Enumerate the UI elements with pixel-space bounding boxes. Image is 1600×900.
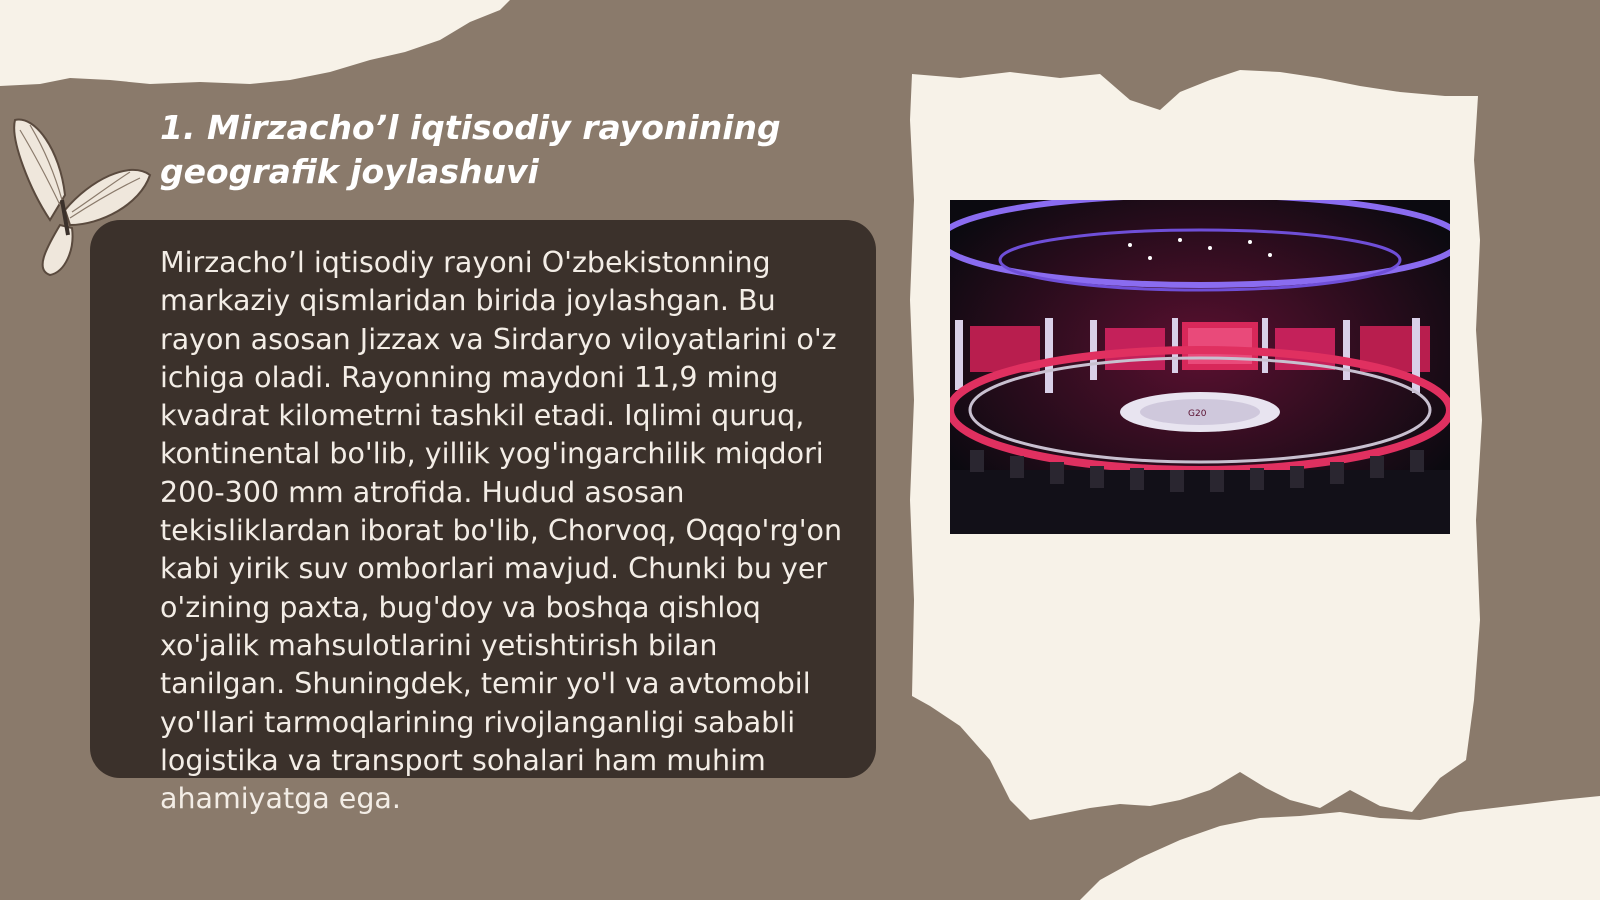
torn-paper-top-left: [0, 0, 510, 86]
body-paragraph: Mirzacho’l iqtisodiy rayoni O'zbekistonning markaziy qismlaridan birida joylashgan. Bu rayon asosan Jizzax va Sirdaryo viloyatlarini o'z ichiga oladi. Rayonning maydoni 11,9 ming kvadrat kilometrni tashkil etadi. Iqlimi quruq, kontinental bo'lib, yillik yog'ingarchilik miqdori 200-300 mm atrofida. Hudud asosan tekisliklardan iborat bo'lib, Chorvoq, Oqqo'rg'on kabi yirik suv omborlari mavjud. Chunki bu yer o'zining paxta, bug'doy va boshqa qishloq xo'jalik mahsulotlarini yetishtirish bilan tanilgan. Shuningdek, temir yo'l va avtomobil yo'llari tarmoqlarining rivojlanganligi sababli logistika va transport sohalari ham muhim ahamiyatga ega.: [160, 246, 843, 816]
torn-paper-bottom-right: [1080, 796, 1600, 900]
slide-title: 1. Mirzacho’l iqtisodiy rayonining geografik joylashuvi: [160, 108, 781, 191]
conference-hall-photo: [950, 200, 1450, 534]
photo-logo: G20: [1188, 409, 1207, 419]
